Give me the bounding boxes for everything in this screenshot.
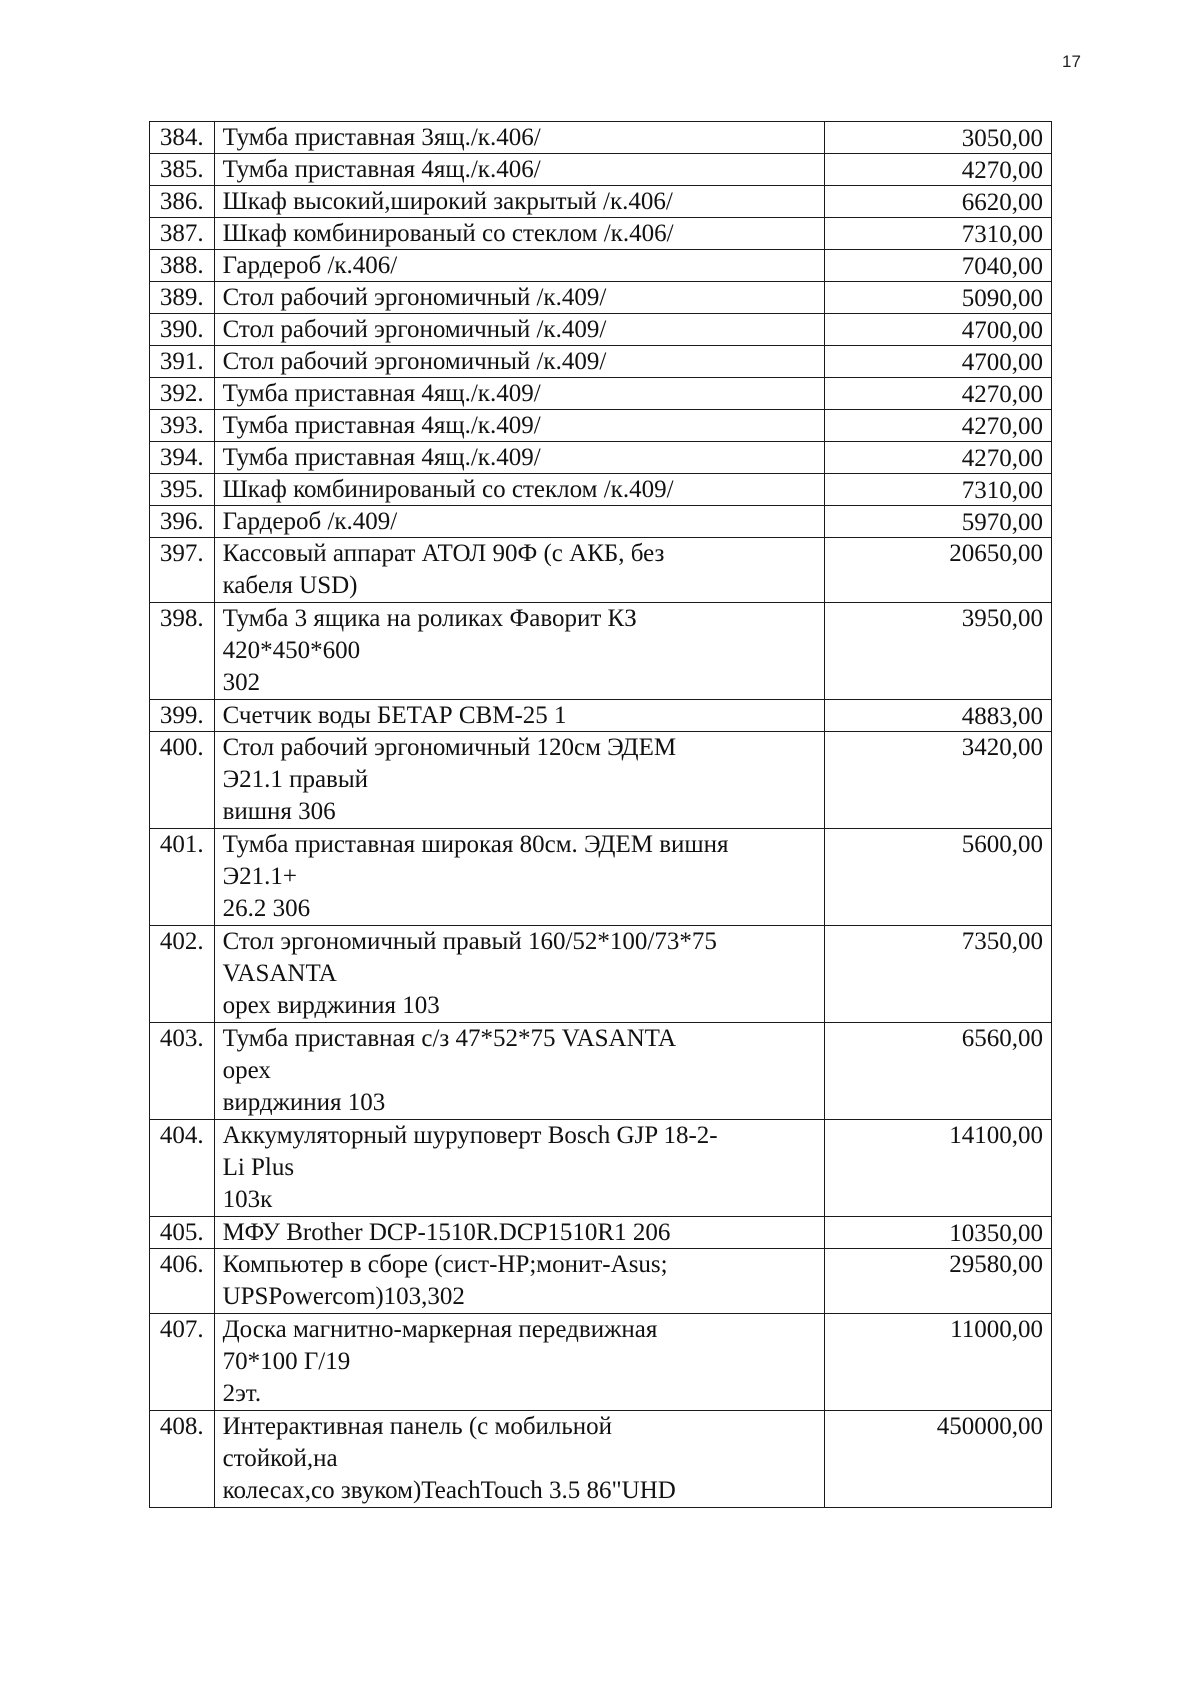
item-number-cell: 403.	[150, 1023, 215, 1120]
item-name-cell: Стол эргономичный правый 160/52*100/73*75 VASANTA орех вирджиния 103	[214, 926, 824, 1023]
item-price-cell: 11000,00	[824, 1314, 1051, 1411]
item-price-cell: 3050,00	[824, 122, 1051, 154]
table-row	[150, 282, 1052, 314]
item-number-cell: 402.	[150, 926, 215, 1023]
item-price-cell: 450000,00	[824, 1411, 1051, 1508]
table-row	[150, 732, 1052, 829]
item-name-cell: Шкаф комбинированый со стеклом /к.406/	[214, 218, 824, 250]
table-row	[150, 410, 1052, 442]
item-price-cell: 3420,00	[824, 732, 1051, 829]
item-number-cell: 391.	[150, 346, 215, 378]
item-name-cell: Стол рабочий эргономичный /к.409/	[214, 314, 824, 346]
item-name-cell: Тумба приставная 4ящ./к.406/	[214, 154, 824, 186]
item-number-cell: 392.	[150, 378, 215, 410]
item-price-cell: 4270,00	[824, 378, 1051, 410]
table-row	[150, 1217, 1052, 1249]
item-number-cell: 386.	[150, 186, 215, 218]
item-price-cell: 6560,00	[824, 1023, 1051, 1120]
table-row	[150, 1314, 1052, 1411]
item-name-cell: Стол рабочий эргономичный 120см ЭДЕМ Э21.1 правый вишня 306	[214, 732, 824, 829]
table-row	[150, 700, 1052, 732]
item-name-cell: Тумба приставная 4ящ./к.409/	[214, 378, 824, 410]
item-name-cell: Шкаф высокий,широкий закрытый /к.406/	[214, 186, 824, 218]
table-row	[150, 506, 1052, 538]
item-name-cell: МФУ Brother DCP-1510R.DCP1510R1 206	[214, 1217, 824, 1249]
page-number: 17	[1062, 52, 1081, 71]
table-row	[150, 250, 1052, 282]
item-number-cell: 393.	[150, 410, 215, 442]
item-price-cell: 3950,00	[824, 603, 1051, 700]
item-number-cell: 384.	[150, 122, 215, 154]
table-row	[150, 1411, 1052, 1508]
item-name-cell: Кассовый аппарат АТОЛ 90Ф (с АКБ, без кабеля USD)	[214, 538, 824, 603]
item-price-cell: 5970,00	[824, 506, 1051, 538]
item-name-cell: Счетчик воды БЕТАР СВМ-25 1	[214, 700, 824, 732]
item-number-cell: 396.	[150, 506, 215, 538]
item-number-cell: 385.	[150, 154, 215, 186]
item-number-cell: 399.	[150, 700, 215, 732]
item-price-cell: 4270,00	[824, 410, 1051, 442]
table-row	[150, 1249, 1052, 1314]
item-name-cell: Аккумуляторный шуруповерт Bosch GJP 18-2- Li Plus 103к	[214, 1120, 824, 1217]
item-name-cell: Тумба приставная с/з 47*52*75 VASANTA орех вирджиния 103	[214, 1023, 824, 1120]
table-row	[150, 218, 1052, 250]
table-row	[150, 926, 1052, 1023]
item-number-cell: 404.	[150, 1120, 215, 1217]
item-number-cell: 408.	[150, 1411, 215, 1508]
item-number-cell: 390.	[150, 314, 215, 346]
item-price-cell: 4700,00	[824, 346, 1051, 378]
item-number-cell: 405.	[150, 1217, 215, 1249]
item-price-cell: 7350,00	[824, 926, 1051, 1023]
item-price-cell: 29580,00	[824, 1249, 1051, 1314]
table-row	[150, 378, 1052, 410]
table-row	[150, 474, 1052, 506]
item-name-cell: Доска магнитно-маркерная передвижная 70*100 Г/19 2эт.	[214, 1314, 824, 1411]
item-name-cell: Гардероб /к.406/	[214, 250, 824, 282]
item-price-cell: 10350,00	[824, 1217, 1051, 1249]
table-row	[150, 538, 1052, 603]
item-price-cell: 5090,00	[824, 282, 1051, 314]
item-number-cell: 406.	[150, 1249, 215, 1314]
item-number-cell: 407.	[150, 1314, 215, 1411]
table-row	[150, 1120, 1052, 1217]
item-price-cell: 6620,00	[824, 186, 1051, 218]
table-row	[150, 346, 1052, 378]
item-number-cell: 394.	[150, 442, 215, 474]
item-price-cell: 4700,00	[824, 314, 1051, 346]
item-number-cell: 401.	[150, 829, 215, 926]
item-name-cell: Тумба приставная 4ящ./к.409/	[214, 442, 824, 474]
item-price-cell: 4270,00	[824, 442, 1051, 474]
table-row	[150, 442, 1052, 474]
item-number-cell: 397.	[150, 538, 215, 603]
item-price-cell: 4883,00	[824, 700, 1051, 732]
inventory-table	[149, 121, 1052, 1508]
item-name-cell: Гардероб /к.409/	[214, 506, 824, 538]
item-name-cell: Тумба приставная широкая 80см. ЭДЕМ вишня Э21.1+ 26.2 306	[214, 829, 824, 926]
item-name-cell: Компьютер в сборе (сист-HP;монит-Asus; UPSPowercom)103,302	[214, 1249, 824, 1314]
item-name-cell: Интерактивная панель (с мобильной стойкой,на колесах,со звуком)TeachTouch 3.5 86"UHD	[214, 1411, 824, 1508]
table-row	[150, 154, 1052, 186]
item-name-cell: Стол рабочий эргономичный /к.409/	[214, 282, 824, 314]
item-price-cell: 5600,00	[824, 829, 1051, 926]
item-number-cell: 388.	[150, 250, 215, 282]
item-name-cell: Шкаф комбинированый со стеклом /к.409/	[214, 474, 824, 506]
table-row	[150, 1023, 1052, 1120]
item-price-cell: 14100,00	[824, 1120, 1051, 1217]
item-price-cell: 7040,00	[824, 250, 1051, 282]
item-name-cell: Тумба приставная 3ящ./к.406/	[214, 122, 824, 154]
item-number-cell: 398.	[150, 603, 215, 700]
inventory-sheet	[149, 121, 1052, 1508]
table-row	[150, 186, 1052, 218]
inventory-table-body	[150, 122, 1052, 1508]
item-name-cell: Стол рабочий эргономичный /к.409/	[214, 346, 824, 378]
table-row	[150, 829, 1052, 926]
item-name-cell: Тумба приставная 4ящ./к.409/	[214, 410, 824, 442]
table-row	[150, 603, 1052, 700]
item-price-cell: 7310,00	[824, 474, 1051, 506]
table-row	[150, 122, 1052, 154]
item-number-cell: 400.	[150, 732, 215, 829]
item-name-cell: Тумба 3 ящика на роликах Фаворит КЗ 420*450*600 302	[214, 603, 824, 700]
item-number-cell: 389.	[150, 282, 215, 314]
item-price-cell: 20650,00	[824, 538, 1051, 603]
item-number-cell: 395.	[150, 474, 215, 506]
table-row	[150, 314, 1052, 346]
item-price-cell: 7310,00	[824, 218, 1051, 250]
item-price-cell: 4270,00	[824, 154, 1051, 186]
item-number-cell: 387.	[150, 218, 215, 250]
